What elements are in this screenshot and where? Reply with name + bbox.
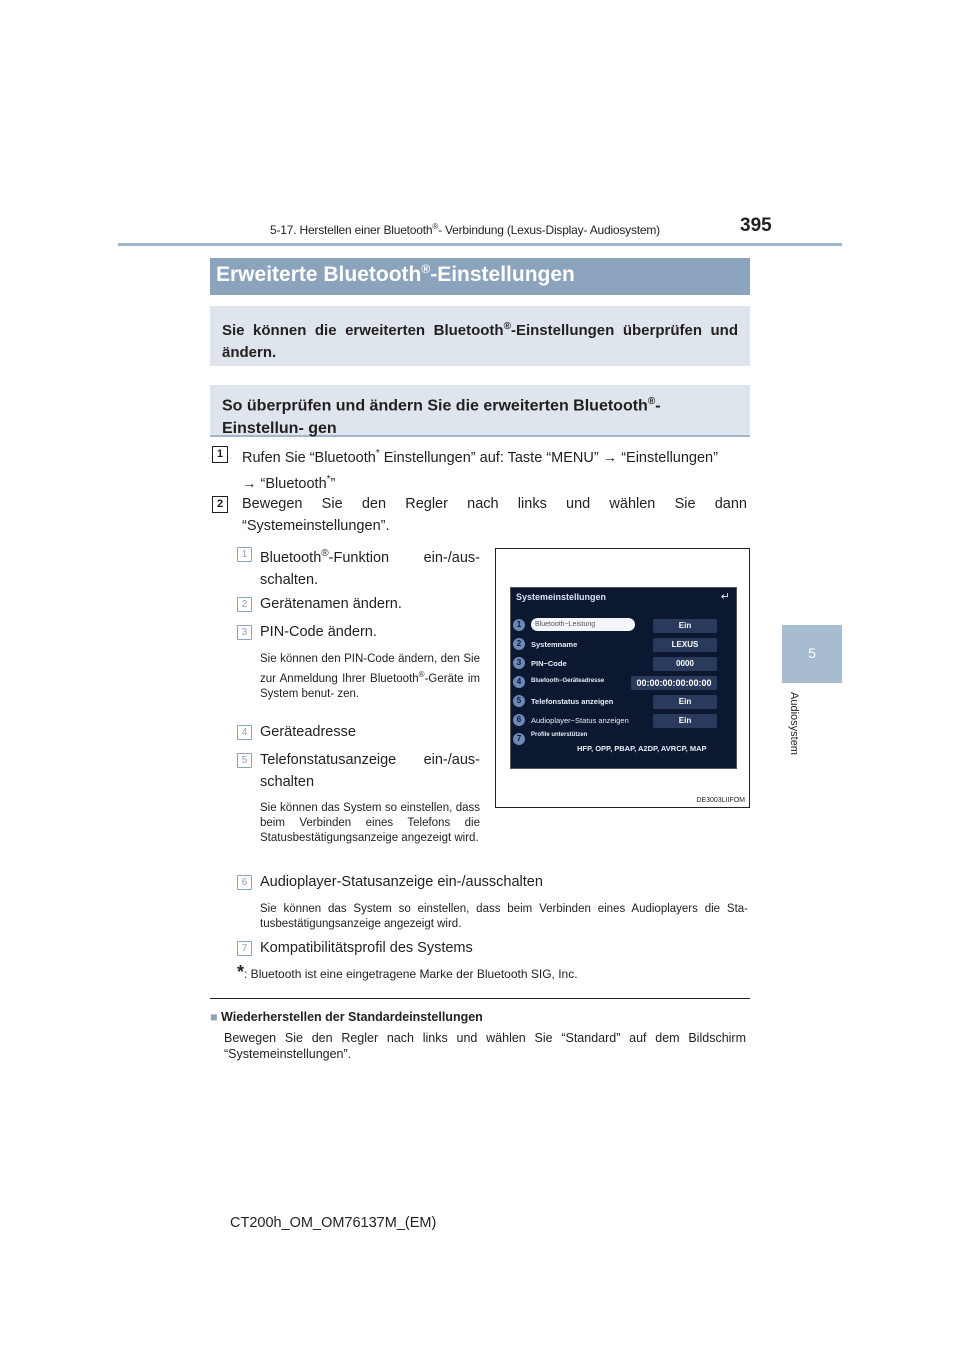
screen-row[interactable] — [513, 732, 733, 760]
row-number: 6 — [513, 714, 525, 726]
row-value: 00:00:00:00:00:00 — [631, 676, 717, 690]
screen-row[interactable] — [513, 637, 733, 654]
back-arrow-icon[interactable]: ↵ — [720, 591, 730, 603]
row-number: 2 — [513, 638, 525, 650]
chapter-tab: 5 — [782, 625, 842, 683]
item-label: PIN-Code ändern. — [260, 624, 377, 640]
system-settings-screen — [510, 587, 737, 769]
screen-row[interactable] — [513, 618, 733, 635]
row-value: Ein — [653, 619, 717, 633]
chapter-tab-label: Audiosystem — [788, 692, 800, 755]
step-number: 1 — [212, 446, 228, 463]
chapter-title: 5-17. Herstellen einer Bluetooth®- Verbindung (Lexus-Display- Audiosystem) — [270, 222, 660, 237]
footnote: *: Bluetooth ist eine eingetragene Marke der Bluetooth SIG, Inc. — [237, 962, 578, 982]
item-note: Sie können das System so einstellen, dass beim Verbinden eines Audioplayers die Sta- tusbestätigungsanzeige angezeigt wird. — [260, 903, 748, 930]
document-code: CT200h_OM_OM76137M_(EM) — [230, 1215, 437, 1231]
figure-code: DE3003LIIFOM — [696, 797, 745, 804]
row-number: 5 — [513, 695, 525, 707]
item-label: Audioplayer-Statusanzeige ein-/ausschalten — [260, 874, 543, 890]
section-intro: Sie können die erweiterten Bluetooth®-Einstellungen überprüfen und ändern. — [210, 306, 750, 366]
section-title: Erweiterte Bluetooth®-Einstellungen — [210, 258, 750, 295]
row-number: 4 — [513, 676, 525, 688]
page-number: 395 — [740, 215, 772, 236]
item-number: 5 — [237, 753, 252, 768]
restore-text: Bewegen Sie den Regler nach links und wählen Sie “Standard” auf dem Bildschirm “Systemeinstellungen”. — [224, 1031, 746, 1061]
step-text: Bewegen Sie den Regler nach links und wählen Sie dann “Systemeinstellungen”. — [242, 496, 747, 534]
item-label: Gerätenamen ändern. — [260, 596, 402, 612]
divider — [210, 998, 750, 999]
row-label: Bluetooth−Leistung — [531, 618, 635, 631]
item-number: 7 — [237, 941, 252, 956]
step-number: 2 — [212, 496, 228, 513]
row-label: Systemname — [531, 640, 578, 649]
row-value: HFP, OPP, PBAP, A2DP, AVRCP, MAP — [577, 744, 707, 753]
row-value: 0000 — [653, 657, 717, 671]
item-label: Telefonstatusanzeige ein-/aus- schalten — [260, 752, 480, 790]
item-note: Sie können den PIN-Code ändern, den Sie zur Anmeldung Ihrer Bluetooth®-Geräte im System benut- zen. — [260, 653, 480, 700]
header-rule — [118, 243, 842, 246]
screen-row[interactable] — [513, 713, 733, 730]
row-label: Profile unterstützen — [531, 732, 588, 738]
item-label: Bluetooth®-Funktion ein-/aus- schalten. — [260, 548, 480, 588]
row-number: 3 — [513, 657, 525, 669]
row-number: 1 — [513, 619, 525, 631]
item-label: Kompatibilitätsprofil des Systems — [260, 940, 473, 956]
screen-row[interactable] — [513, 694, 733, 711]
screen-row[interactable] — [513, 675, 733, 692]
screen-title: Systemeinstellungen — [516, 592, 607, 602]
row-value: Ein — [653, 695, 717, 709]
screen-row[interactable] — [513, 656, 733, 673]
row-value: Ein — [653, 714, 717, 728]
row-value: LEXUS — [653, 638, 717, 652]
restore-heading: ■ Wiederherstellen der Standardeinstellungen — [210, 1010, 483, 1024]
item-number: 2 — [237, 597, 252, 612]
item-number: 4 — [237, 725, 252, 740]
item-number: 1 — [237, 547, 252, 562]
item-number: 6 — [237, 875, 252, 890]
item-note: Sie können das System so einstellen, dass beim Verbinden eines Telefons die Statusbestätigungsanzeige angezeigt wird. — [260, 802, 480, 844]
item-number: 3 — [237, 625, 252, 640]
row-label: Audioplayer−Status anzeigen — [531, 716, 629, 725]
step-text: Rufen Sie “Bluetooth* Einstellungen” auf: Taste “MENU” → “Einstellungen” → “Bluetooth*” — [242, 448, 718, 492]
row-label: PIN−Code — [531, 659, 567, 668]
item-label: Geräteadresse — [260, 724, 356, 740]
screen-figure — [495, 548, 750, 808]
row-label: Telefonstatus anzeigen — [531, 697, 614, 706]
row-number: 7 — [513, 733, 525, 745]
row-label: Bluetooth−Geräteadresse — [531, 678, 605, 684]
subsection-title: So überprüfen und ändern Sie die erweiterten Bluetooth®-Einstellun- gen — [210, 385, 750, 437]
